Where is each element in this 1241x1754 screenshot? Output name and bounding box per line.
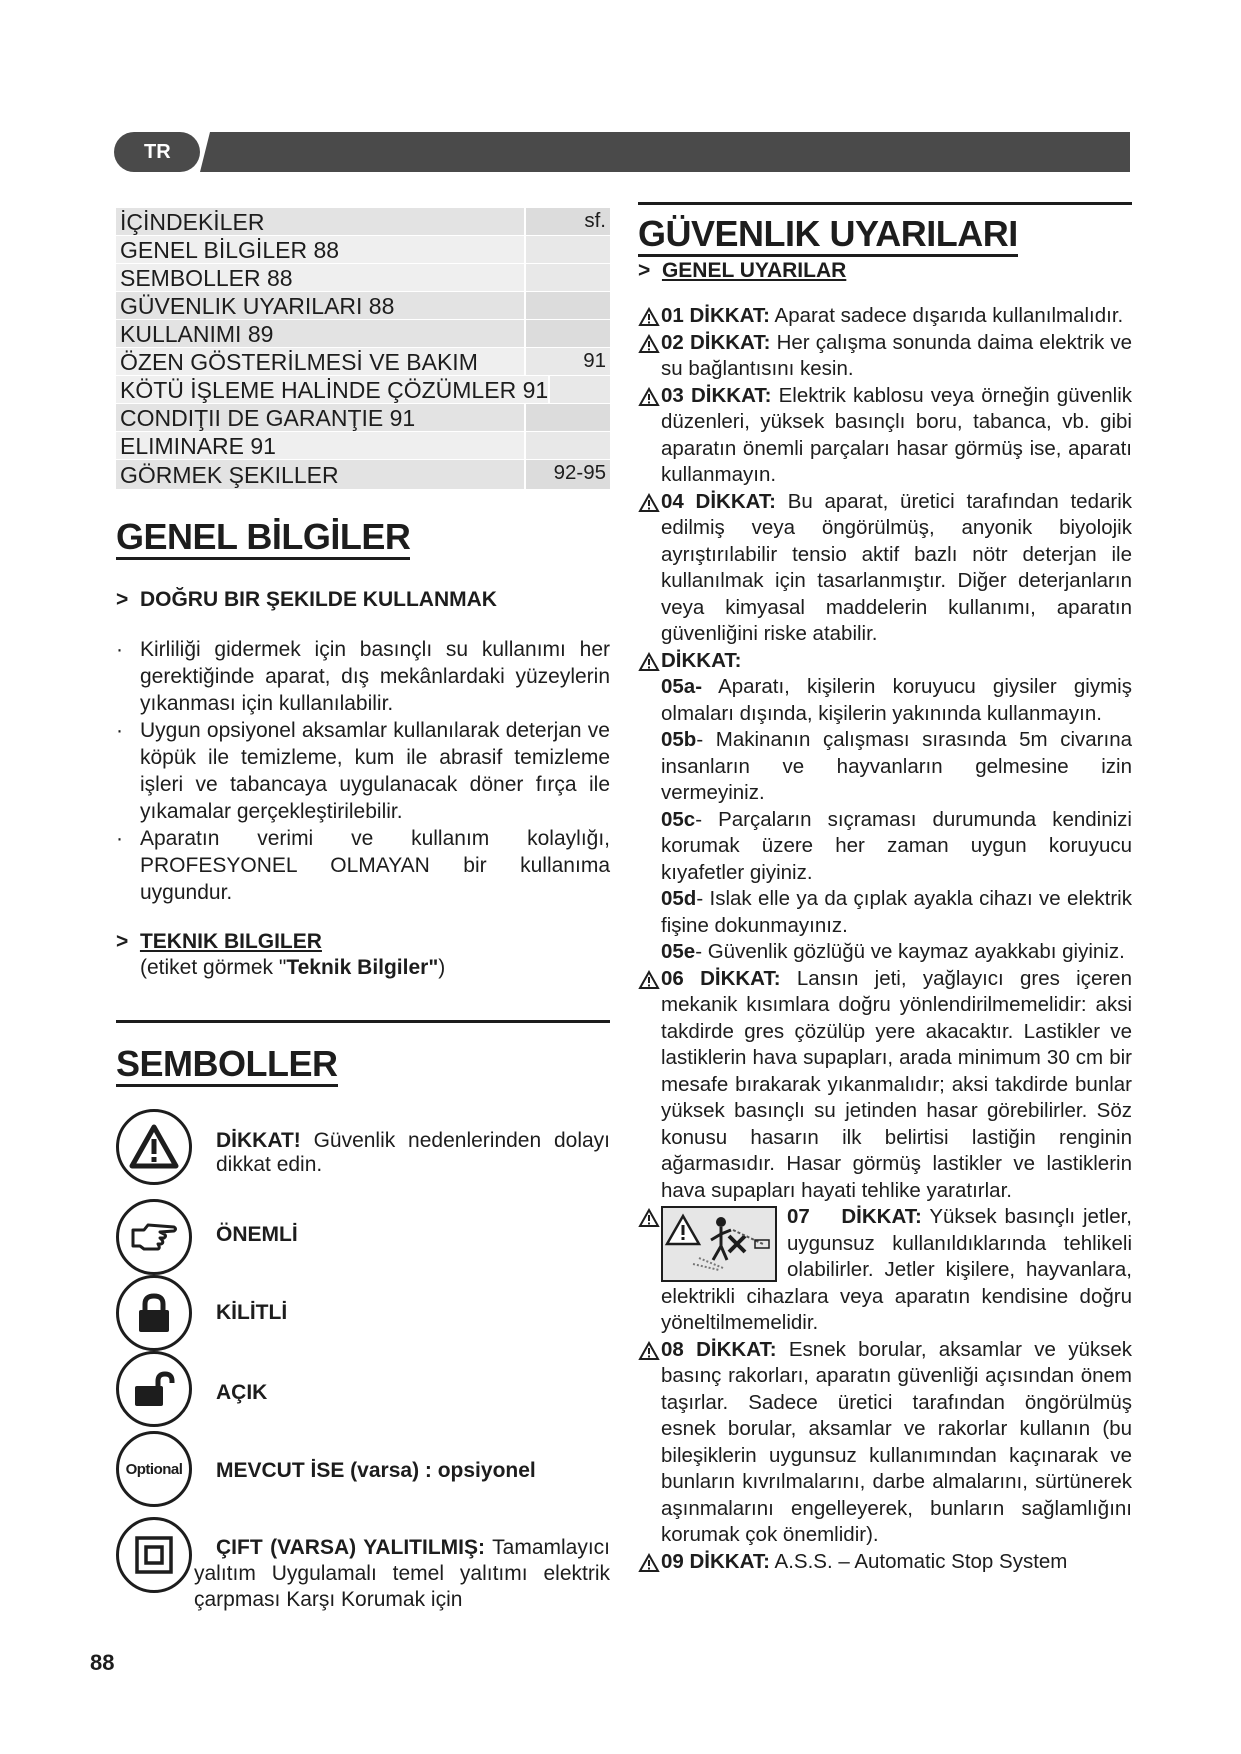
warning-item-07: 07 DİKKAT: Yüksek basınçlı jetler, uygunsuz kullanıldıklarında tehlikeli olabilirler. Jetler kişilere, hayvanlara, elektrikli cihazlara veya aparatın kendisine doğru yöneltilmemelidir.	[638, 1204, 1132, 1337]
symbol-double-insulated: ÇIFT (VARSA) YALITILMIŞ: Tamamlayıcı yalıtım Uygulamalı temel yalıtımı elektrik çarpması Karşı Korumak için	[116, 1517, 610, 1617]
symbol-locked	[116, 1275, 610, 1351]
list-item: · Kirliliği gidermek için basınçlı su kullanımı her gerektiğinde aparat, dış mekânlardaki yüzeylerin yıkanması için kullanılabilir.	[116, 638, 610, 715]
teknik-bilgiler-subheading: > TEKNIK BILGILER	[116, 930, 322, 953]
warning-item-05c: 05c- Parçaların sıçraması durumunda kendinizi korumak üzere her zaman uygun koruyucu kıyafetler giyiniz.	[661, 807, 1132, 884]
symbol-important	[116, 1199, 610, 1275]
language-badge: TR	[114, 132, 200, 172]
toc-row[interactable]: SEMBOLLER 88	[116, 264, 610, 292]
list-item: · Uygun opsiyonel aksamlar kullanılarak deterjan ve köpük ile temizleme, kum ile abrasif temizleme işleri ve tabancaya uygulanacak döner fırça ile yıkamalar gerçekleştirilebilir.	[116, 719, 610, 823]
warning-triangle-icon	[638, 307, 660, 327]
warning-icon	[116, 1109, 192, 1185]
warning-item-05a: 05a- Aparatı, kişilerin koruyucu giysiler giymiş olmaları dışında, kişilerin yakınında kullanmayın.	[661, 675, 1132, 725]
warning-item-05d: 05d- Islak elle ya da çıplak ayakla cihazı ve elektrik fişine dokunmayınız.	[661, 887, 1132, 937]
symbol-optional	[116, 1431, 610, 1507]
warning-item-03: 03 DİKKAT: Elektrik kablosu veya örneğin güvenlik düzenleri, yüksek basınçlı boru, tabanca, vb. gibi aparatın önemli parçaları hasar görmüş ise, aparatı kullanmayın.	[638, 383, 1132, 489]
warning-list	[638, 303, 1132, 1575]
list-item: · Aparatın verimi ve kullanım kolaylığı, PROFESYONEL OLMAYAN bir kullanıma uygundur.	[116, 827, 610, 904]
warning-triangle-icon	[638, 1208, 660, 1228]
toc-row[interactable]: GENEL BİLGİLER 88	[116, 236, 610, 264]
warning-triangle-icon	[638, 387, 660, 407]
symbol-label: AÇIK	[216, 1381, 268, 1404]
table-of-contents	[116, 208, 610, 490]
toc-row[interactable]: GÖRMEK ŞEKILLER 92-95	[116, 460, 610, 490]
warning-item-01: 01 DİKKAT: Aparat sadece dışarıda kullanılmalıdır.	[638, 303, 1132, 330]
left-column	[116, 208, 610, 1617]
warning-item-05e: 05e- Güvenlik gözlüğü ve kaymaz ayakkabı giyiniz.	[661, 940, 1125, 963]
warning-triangle-icon	[638, 493, 660, 513]
warning-item-08: 08 DİKKAT: Esnek borular, aksamlar ve yüksek basınç rakorları, aparatın güvenliği açısından önem taşırlar. Sadece üretici tarafından öngörülmüş esnek borular, aksamlar ve rakorlar kullanın (bu bileşiklerin uygunsuz kullanımından kaçınarak ve bunların kıvrılmalarını, darbe almalarını, sürtünerek aşınmalarını engelleyerek, bunların sağlamlığını korumak çok önemlidir).	[638, 1337, 1132, 1549]
symbol-label: ÖNEMLİ	[216, 1223, 298, 1246]
warning-triangle-icon	[638, 1341, 660, 1361]
toc-row[interactable]: ÖZEN GÖSTERİLMESİ VE BAKIM 91	[116, 348, 610, 376]
dogru-kullanmak-subheading: > DOĞRU BIR ŞEKILDE KULLANMAK	[116, 588, 497, 611]
lock-closed-icon	[116, 1275, 192, 1351]
lock-open-icon	[116, 1351, 192, 1427]
warning-item-06: 06 DİKKAT: Lansın jeti, yağlayıcı gres içeren mekanik kısımlara doğru yönlendirilmemelidir: aksi takdirde gres çözülüp yere akacaktır. Lastikler ve lastiklerin hava supapları, arada minimum 30 cm bir mesafe bırakarak yıkanmalıdır; aksi takdirde bunlar yüksek basınçlı su jetinden hasar görebilirler. Söz konusu hasarın ilk belirtisi lastiğin renginin ağarmasıdır. Hasar görmüş lastikler ve lastiklerin hava supapları hayati tehlike yaratırlar.	[638, 966, 1132, 1205]
warning-triangle-icon	[638, 652, 660, 672]
warning-triangle-icon	[638, 1553, 660, 1573]
toc-row[interactable]: ELIMINARE 91	[116, 432, 610, 460]
genel-bilgiler-heading: GENEL BİLGİLER	[116, 516, 610, 558]
toc-row[interactable]: GÜVENLIK UYARILARI 88	[116, 292, 610, 320]
warning-item-02: 02 DİKKAT: Her çalışma sonunda daima elektrik ve su bağlantısını kesin.	[638, 330, 1132, 383]
symbol-label: DİKKAT!	[216, 1129, 301, 1152]
guvenlik-uyarilari-heading: GÜVENLIK UYARILARI	[638, 213, 1132, 255]
usage-bullet-list	[116, 636, 610, 906]
symbol-list	[116, 1109, 610, 1617]
semboller-heading: SEMBOLLER	[116, 1043, 610, 1085]
pointing-hand-icon	[116, 1199, 192, 1275]
toc-row[interactable]: KÖTÜ İŞLEME HALİNDE ÇÖZÜMLER 91	[116, 376, 610, 404]
header-bar	[210, 132, 1130, 172]
header-bar-slant	[200, 132, 210, 172]
warning-item-09: 09 DİKKAT: A.S.S. – Automatic Stop System	[638, 1549, 1132, 1576]
jet-hazard-pictogram	[661, 1206, 777, 1282]
symbol-open	[116, 1351, 610, 1427]
warning-triangle-icon	[638, 334, 660, 354]
warning-item-04: 04 DİKKAT: Bu aparat, üretici tarafından tedarik edilmiş veya öngörülmüş, anyonik biyolojik ayrıştırılabilir tensio aktif bazlı nötr deterjan ile kullanılmak için tasarlanmıştır. Diğer deterjanların veya kimyasal maddelerin kullanımı, aparatın güvenliğini riske atabilir.	[638, 489, 1132, 648]
toc-row[interactable]: CONDIŢII DE GARANŢIE 91	[116, 404, 610, 432]
optional-badge-icon: Optional	[116, 1431, 192, 1507]
section-divider	[638, 202, 1132, 205]
symbol-label: KİLİTLİ	[216, 1301, 288, 1324]
toc-row[interactable]: KULLANIMI 89	[116, 320, 610, 348]
symbol-warning: DİKKAT! Güvenlik nedenlerinden dolayı dikkat edin.	[116, 1109, 610, 1193]
warning-item-05: DİKKAT:	[638, 648, 1132, 675]
warning-triangle-icon	[638, 970, 660, 990]
page-number: 88	[90, 1650, 115, 1675]
genel-uyarilar-subheading: > GENEL UYARILAR	[638, 259, 847, 282]
teknik-bilgiler-note: (etiket görmek "Teknik Bilgiler")	[140, 956, 446, 979]
toc-row[interactable]: İÇİNDEKİLER sf.	[116, 208, 610, 236]
symbol-label: MEVCUT İSE (varsa) : opsiyonel	[216, 1459, 536, 1482]
section-divider	[116, 1020, 610, 1023]
warning-item-05b: 05b- Makinanın çalışması sırasında 5m civarına insanların ve hayvanların gelmesine izin vermeyiniz.	[661, 728, 1132, 804]
symbol-label: ÇIFT (VARSA) YALITILMIŞ:	[216, 1536, 485, 1559]
right-column	[638, 202, 1132, 1575]
